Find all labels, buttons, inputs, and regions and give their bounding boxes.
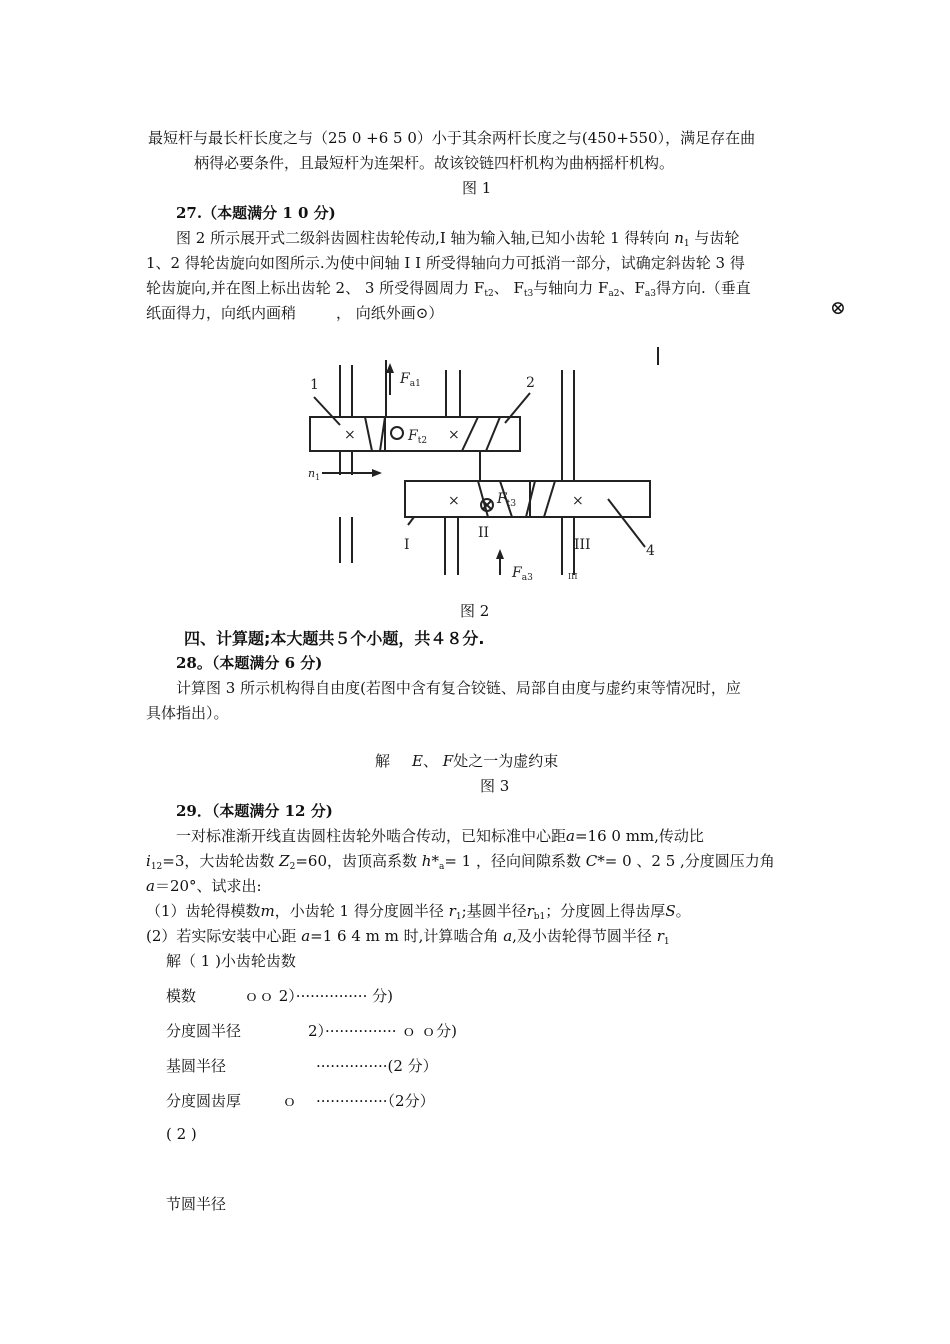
q29-rb-symbol: r — [526, 902, 534, 920]
q29-i-sub: 12 — [150, 862, 163, 872]
fa3-arrowhead — [496, 549, 504, 559]
q29-C-symbol: C — [585, 852, 598, 870]
q29-line-4-c: ;基圆半径 — [461, 902, 527, 920]
gear-block-4 — [530, 481, 650, 517]
q29-line-1 — [176, 825, 704, 846]
q28-heading: 28。（本题满分 6 分) — [176, 654, 323, 672]
q29-a-symbol: a — [566, 827, 575, 845]
q29-r1b-symbol: r — [656, 927, 664, 945]
q29-line-4 — [146, 900, 691, 922]
q27-line-4-b: ， 向纸外画⊙） — [336, 304, 444, 322]
label-fa3: $F_{a3}$ — [512, 565, 533, 583]
gear-block-2-helix — [462, 417, 500, 451]
q27-line-4-a: 纸面得力，向纸内画稍 — [146, 304, 297, 322]
figure-2-gear-diagram — [300, 345, 670, 595]
fa1-arrowhead — [386, 363, 394, 373]
q27-line-3-c: 与轴向力 F — [533, 279, 609, 297]
q27-heading: 27.（本题满分 1 0 分) — [176, 204, 336, 222]
label-4: 4 — [646, 543, 655, 559]
q27-line-3-a: 轮齿旋向,并在图上标出齿轮 2、 3 所受得圆周力 F — [146, 279, 485, 297]
cross-1: × — [344, 427, 356, 443]
q28-answer-c: 处之一为虚约束 — [453, 752, 559, 770]
q27-line-1 — [176, 227, 739, 249]
fig1-caption: 图 1 — [462, 179, 492, 197]
q29-line-5-c: ,及小齿轮得节圆半径 — [512, 927, 652, 945]
label-ft3: $F_{t3}$ — [497, 491, 517, 509]
q29-r1-sub: 1 — [455, 912, 462, 922]
n1-arrowhead — [372, 469, 382, 477]
cross-3: × — [448, 493, 460, 509]
q27-line-1-text: 图 2 所示展开式二级斜齿圆柱齿轮传动,I 轴为输入轴,已知小齿轮 1 得转向 — [176, 229, 670, 247]
fig3-caption: 图 3 — [480, 777, 510, 795]
intro-line-2: 柄得必要条件，且最短杆为连架杆。故该铰链四杆机构为曲柄摇杆机构。 — [194, 154, 675, 172]
label-I: I — [404, 537, 410, 553]
q29-Z-symbol: Z — [279, 852, 290, 870]
leader-I — [408, 517, 414, 525]
label-1: 1 — [310, 377, 319, 393]
q27-line-3-b: 、 F — [493, 279, 524, 297]
q29-S-symbol: S — [665, 902, 676, 920]
tooth-thickness-value: ···············（2分） — [316, 1092, 435, 1110]
q29-alpha2-symbol: a — [503, 927, 513, 945]
q29-m-symbol: m — [260, 902, 275, 920]
q29-a2-symbol: a — [301, 927, 311, 945]
leader-4 — [608, 499, 645, 547]
q29-r1b-sub: 1 — [663, 937, 670, 947]
q29-line-3 — [146, 875, 262, 896]
q29-line-4-d: ；分度圆上得齿厚 — [545, 902, 666, 920]
q29-r1-symbol: r — [448, 902, 456, 920]
part-2-label: ( 2 ) — [166, 1125, 197, 1143]
q27-line-4 — [146, 302, 443, 323]
q27-line-3 — [146, 277, 751, 299]
q29-line-2-a: =3，大齿轮齿数 — [162, 852, 275, 870]
modulus-label: 模数 — [166, 987, 197, 1005]
q28-answer — [375, 750, 558, 771]
q29-line-5-b: =1 6 4 m m 时,计算啮合角 — [310, 927, 499, 945]
q29-Z-sub: 2 — [289, 862, 296, 872]
q29-rb-sub: b1 — [533, 912, 546, 922]
q29-line-4-b: ，小齿轮 1 得分度圆半径 — [274, 902, 444, 920]
q29-line-1-text: 一对标准渐开线直齿圆柱齿轮外啮合传动，已知标准中心距 — [176, 827, 567, 845]
q27-n-sub: 1 — [683, 239, 690, 249]
tooth-thickness-label: 分度圆齿厚 — [166, 1092, 242, 1110]
q28-answer-F: F — [442, 752, 454, 770]
q29-line-2-d: *= 0 、2 5 ,分度圆压力角 — [597, 852, 775, 870]
q27-ft2-sub: t2 — [484, 289, 494, 299]
q28-line-1: 计算图 3 所示机构得自由度(若图中含有复合铰链、局部自由度与虚约束等情况时，应 — [176, 679, 741, 697]
node-radius-label: 节圆半径 — [166, 1195, 227, 1213]
q29-line-2-c: = 1 ，径向间隙系数 — [444, 852, 581, 870]
q27-line-1-tail: 与齿轮 — [694, 229, 740, 247]
base-radius-value: ···············(2 分） — [316, 1057, 438, 1075]
q29-line-2-b: =60，齿顶高系数 — [295, 852, 417, 870]
intro-line-1: 最短杆与最长杆长度之与（25 0 +6 5 0）小于其余两杆长度之与(450+550），满足存在曲 — [148, 129, 756, 147]
cross-2: × — [448, 427, 460, 443]
q27-fa3-sub: a3 — [644, 289, 657, 299]
q29-line-1-tail: =16 0 mm,传动比 — [574, 827, 704, 845]
tooth-thickness-o: ｏ — [282, 1092, 298, 1110]
label-III-small: III — [568, 572, 578, 581]
q29-line-4-e: 。 — [675, 902, 691, 920]
q29-i-symbol: i — [146, 852, 151, 870]
q29-line-3-text: ＝20°、试求出: — [154, 877, 262, 895]
q27-line-3-e: 得方向.（垂直 — [656, 279, 751, 297]
fig2-caption: 图 2 — [460, 602, 490, 620]
q28-answer-a: 解 — [375, 752, 391, 770]
q28-answer-b: 、 — [422, 752, 438, 770]
label-fa1: $F_{a1}$ — [400, 371, 421, 389]
q29-h-symbol: h* — [421, 852, 439, 870]
q28-answer-E: E — [412, 752, 423, 770]
base-radius-label: 基圆半径 — [166, 1057, 227, 1075]
label-2: 2 — [526, 375, 535, 391]
leader-2 — [505, 393, 530, 423]
pitch-radius-value: 2）··············· ｏ ｏ分) — [308, 1022, 457, 1040]
q27-fa2-sub: a2 — [608, 289, 620, 299]
q29-line-2 — [146, 850, 775, 872]
q27-n-symbol: n — [674, 229, 684, 247]
q29-h-sub: a — [438, 862, 445, 872]
cross-4: × — [572, 493, 584, 509]
label-ft2: $F_{t2}$ — [408, 428, 428, 446]
gear-block-1-helix — [365, 417, 385, 451]
leader-1 — [314, 397, 340, 425]
otimes-symbol: ⊗ — [830, 297, 846, 319]
q29-line-4-a: （1）齿轮得模数 — [146, 902, 261, 920]
ft2-mark-circle — [391, 427, 403, 439]
q29-alpha-symbol: a — [146, 877, 155, 895]
label-III: III — [574, 537, 591, 553]
q27-line-3-d: 、F — [619, 279, 645, 297]
label-II: II — [478, 525, 490, 541]
q28-line-2: 具体指出）。 — [146, 704, 229, 722]
q29-heading: 29．（本题满分 12 分) — [176, 802, 333, 820]
q29-line-5-a: (2）若实际安装中心距 — [146, 927, 297, 945]
label-n1: $n_1$ — [308, 467, 321, 482]
q27-ft3-sub: t3 — [523, 289, 534, 299]
pitch-radius-label: 分度圆半径 — [166, 1022, 242, 1040]
q29-line-5 — [146, 925, 670, 947]
solution-head: 解（ 1 )小齿轮齿数 — [166, 952, 296, 970]
modulus-value: ｏｏ 2）··············· 分) — [244, 987, 393, 1005]
q27-line-2: 1、2 得轮齿旋向如图所示.为使中间轴 I I 所受得轴向力可抵消一部分，试确定斜齿轮 3 得 — [146, 254, 745, 272]
section-4-heading: 四、计算题;本大题共５个小题，共４８分. — [184, 629, 485, 648]
